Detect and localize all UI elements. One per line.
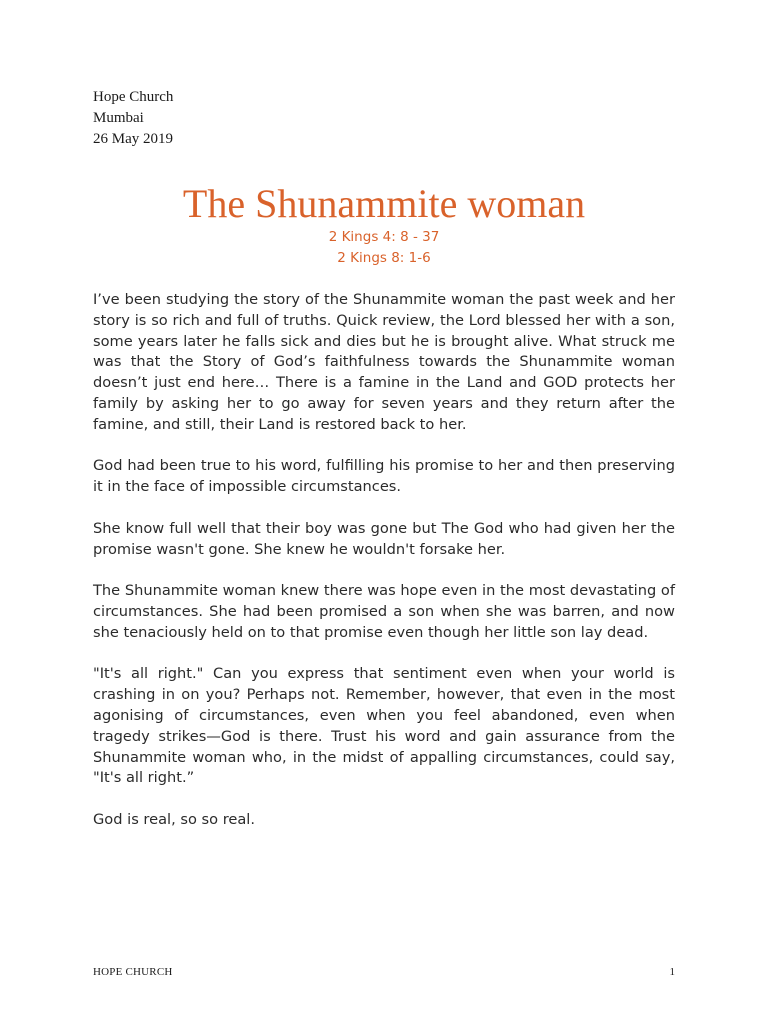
scripture-references bbox=[0, 227, 768, 269]
footer-label: HOPE CHURCH bbox=[93, 966, 173, 978]
page-number: 1 bbox=[669, 966, 675, 978]
church-name: Hope Church bbox=[93, 89, 174, 105]
body-paragraph-3: She know full well that their boy was gone but The God who had given her the promise wasn't gone. She knew he wouldn't forsake her. bbox=[93, 519, 675, 558]
body-paragraph-5: "It's all right." Can you express that sentiment even when your world is crashing in on you? Perhaps not. Remember, however, that even in the most agonising of circumstances, even when you feel abandoned, even when tragedy strikes—God is there. Trust his word and gain assurance from the Shunammite woman who, in the midst of appalling circumstances, could say, "It's all right.” bbox=[93, 665, 675, 787]
document-title: The Shunammite woman bbox=[182, 181, 586, 226]
body-paragraph-2: God had been true to his word, fulfilling his promise to her and then preserving it in the face of impossible circumstances. bbox=[93, 457, 675, 496]
document-body bbox=[93, 290, 675, 852]
body-paragraph-4: The Shunammite woman knew there was hope even in the most devastating of circumstances. She had been promised a son when she was barren, and now she tenaciously held on to that promise even though her little son lay dead. bbox=[93, 582, 675, 641]
city-name: Mumbai bbox=[93, 110, 144, 126]
letter-header bbox=[93, 87, 173, 150]
body-paragraph-6: God is real, so so real. bbox=[93, 810, 256, 828]
scripture-reference-1: 2 Kings 4: 8 - 37 bbox=[328, 229, 440, 245]
document-date: 26 May 2019 bbox=[93, 131, 173, 147]
body-paragraph-1: I’ve been studying the story of the Shunammite woman the past week and her story is so rich and full of truths. Quick review, the Lord blessed her with a son, some years later he falls sick and dies but he is brought alive. What struck me was that the Story of God’s faithfulness towards the Shunammite woman doesn’t just end here… There is a famine in the Land and GOD protects her family by asking her to go away for seven years and they return after the famine, and still, their Land is restored back to her. bbox=[93, 291, 675, 433]
scripture-reference-2: 2 Kings 8: 1-6 bbox=[337, 250, 431, 266]
